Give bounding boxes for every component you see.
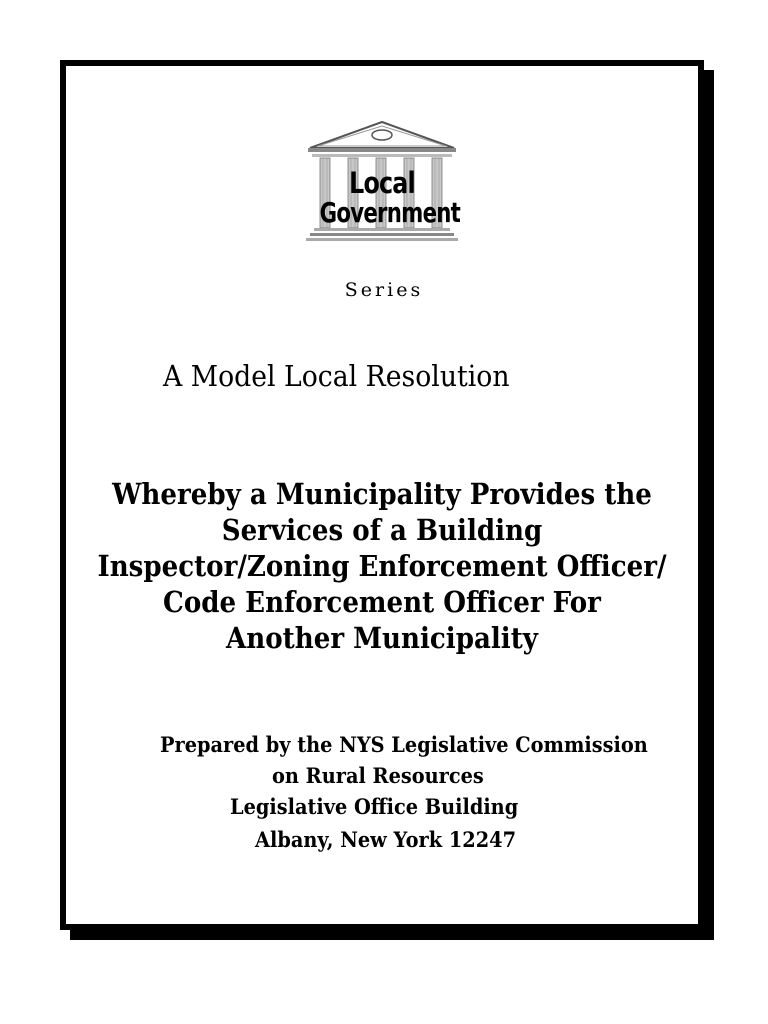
subtitle-line: Code Enforcement Officer For [163,585,601,619]
subtitle-line: Whereby a Municipality Provides the [112,477,652,511]
logo-text-local: Local [349,166,415,200]
document-title: A Model Local Resolution [163,359,510,393]
subtitle-line: Inspector/Zoning Enforcement Officer/ [97,549,667,583]
prepared-by-line: Albany, New York 12247 [255,827,517,852]
prepared-by-line: on Rural Resources [272,763,484,788]
series-label: Series [344,279,424,301]
prepared-by-line: Prepared by the NYS Legislative Commission [160,732,648,757]
subtitle-line: Services of a Building [221,513,543,547]
local-government-logo [300,118,464,244]
prepared-by-line: Legislative Office Building [230,794,519,819]
subtitle-line: Another Municipality [226,621,538,655]
logo-text-government: Government [319,196,461,229]
document-subtitle [60,476,704,656]
